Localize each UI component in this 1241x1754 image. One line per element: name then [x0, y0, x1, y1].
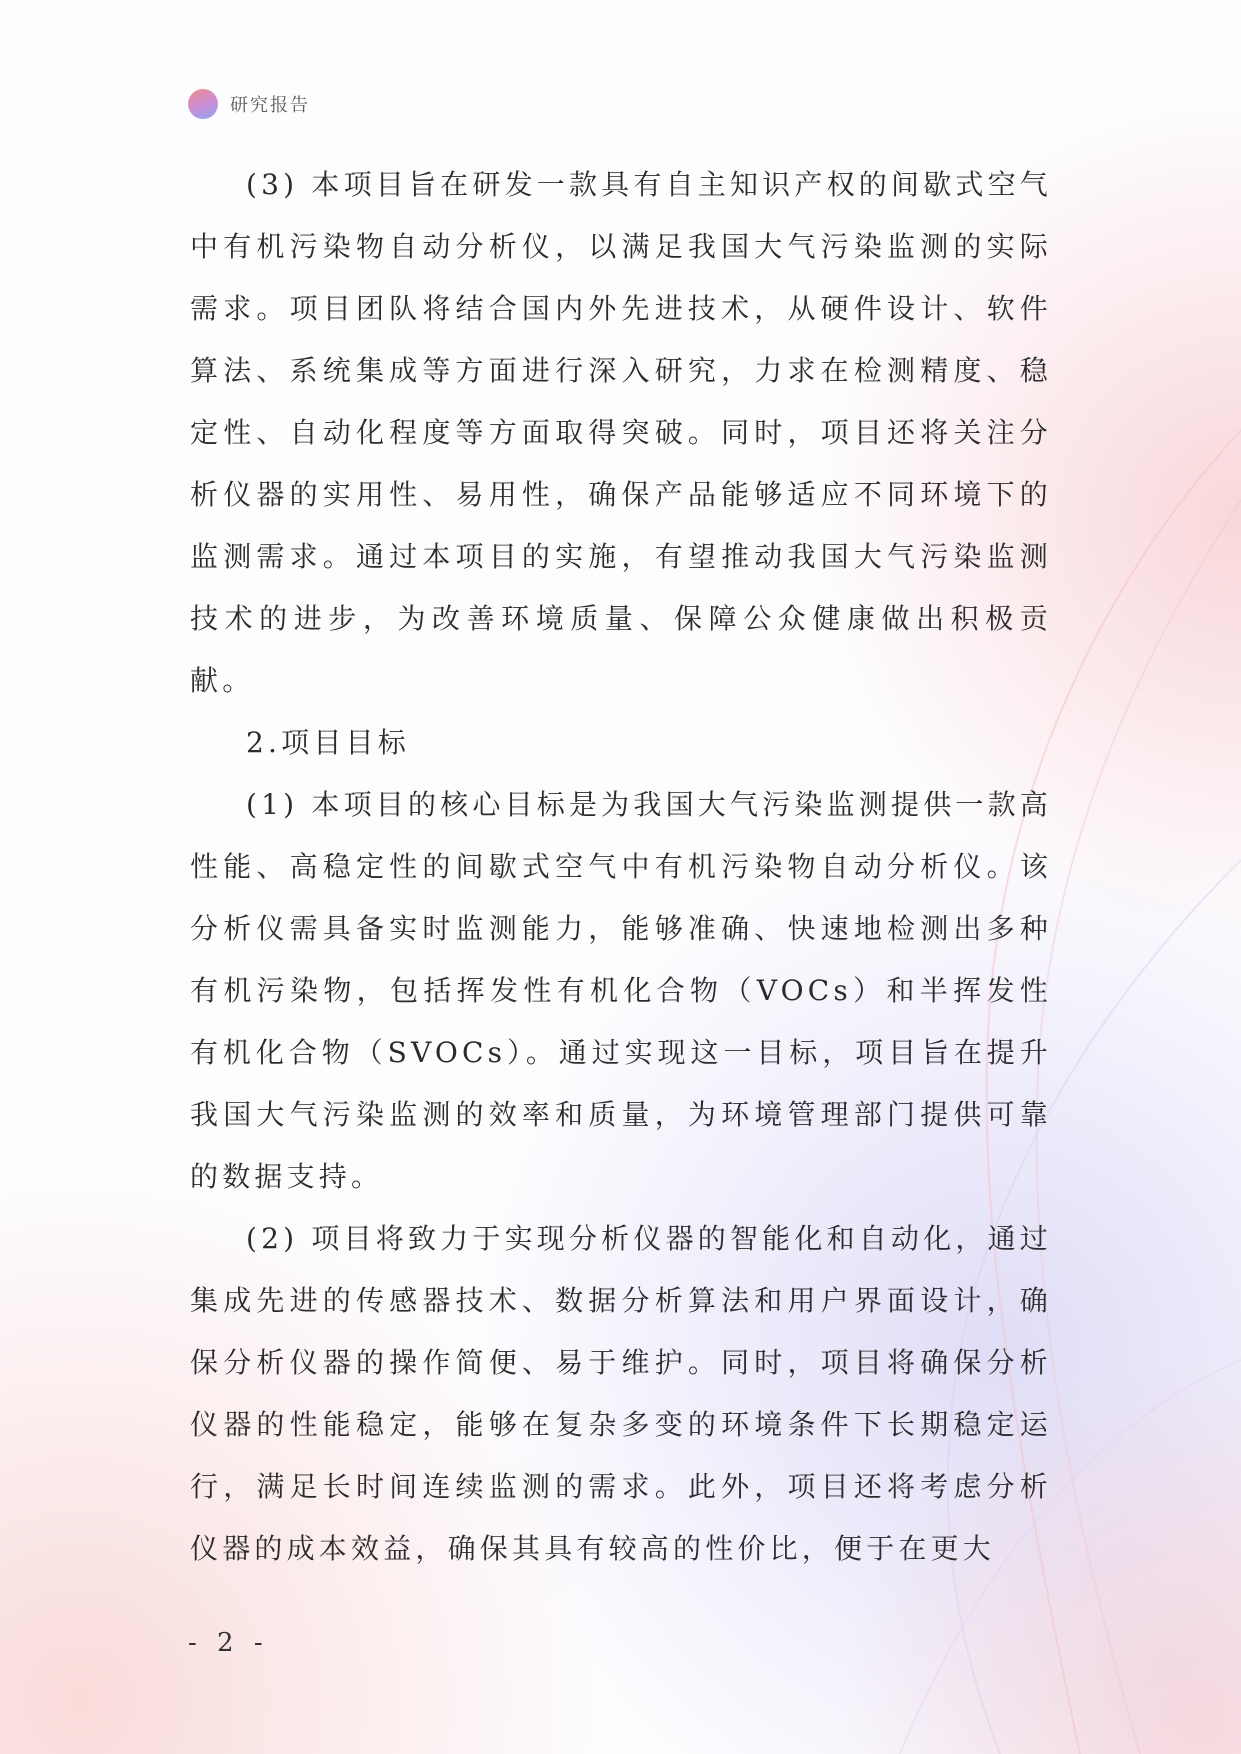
- section-heading-project-goals: 2.项目目标: [246, 726, 410, 759]
- paragraph-goal-2: (2) 项目将致力于实现分析仪器的智能化和自动化，通过集成先进的传感器技术、数据分析算法和用户界面设计，确保分析仪器的操作简便、易于维护。同时，项目将确保分析仪器的性能稳定，能够在复杂多变的环境条件下长期稳定运行，满足长时间连续监测的需求。此外，项目还将考虑分析仪器的成本效益，确保其具有较高的性价比，便于在更大: [190, 1222, 1052, 1565]
- logo-circle-icon: [188, 89, 218, 119]
- document-body: [190, 154, 1052, 1580]
- paragraph-background-3: (3) 本项目旨在研发一款具有自主知识产权的间歇式空气中有机污染物自动分析仪，以满足我国大气污染监测的实际需求。项目团队将结合国内外先进技术，从硬件设计、软件算法、系统集成等方面进行深入研究，力求在检测精度、稳定性、自动化程度等方面取得突破。同时，项目还将关注分析仪器的实用性、易用性，确保产品能够适应不同环境下的监测需求。通过本项目的实施，有望推动我国大气污染监测技术的进步，为改善环境质量、保障公众健康做出积极贡献。: [190, 168, 1052, 697]
- paragraph-goal-1: (1) 本项目的核心目标是为我国大气污染监测提供一款高性能、高稳定性的间歇式空气中有机污染物自动分析仪。该分析仪需具备实时监测能力，能够准确、快速地检测出多种有机污染物，包括挥发性有机化合物（VOCs）和半挥发性有机化合物（SVOCs）。通过实现这一目标，项目旨在提升我国大气污染监测的效率和质量，为环境管理部门提供可靠的数据支持。: [190, 788, 1052, 1193]
- page-header: [188, 89, 310, 119]
- header-title: 研究报告: [230, 95, 310, 116]
- page-number: - 2 -: [188, 1628, 269, 1658]
